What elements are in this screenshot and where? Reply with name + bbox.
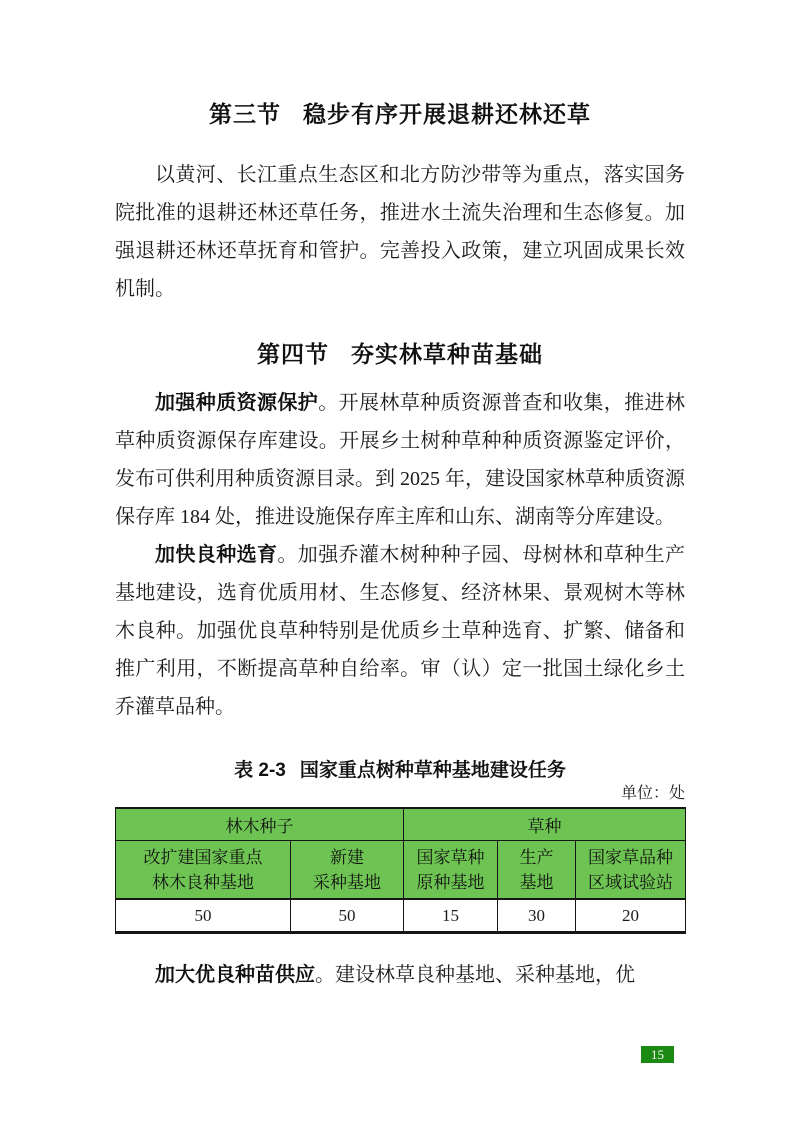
column-header [576,841,686,900]
group-header-grass-seeds: 草种 [404,808,686,841]
column-header [498,841,576,900]
section-3-number: 第三节 [209,101,281,127]
column-header-line: 原种基地 [416,872,485,892]
paragraph-text: 以黄河、长江重点生态区和北方防沙带等为重点，落实国务院批准的退耕还林还草任务，推进水土流失治理和生态修复。加强退耕还林还草抚育和管护。完善投入政策，建立巩固成果长效机制。 [115,164,685,300]
paragraph-breeding [115,536,685,726]
paragraph-text: 。建设林草良种基地、采种基地，优 [315,964,635,986]
paragraph-text: 。加强乔灌木树种种子园、母树林和草种生产基地建设，选育优质用材、生态修复、经济林果、景观树木等林木良种。加强优良草种特别是优质乡土草种选育、扩繁、储备和推广利用，不断提高草种自给率。审（认）定一批国土绿化乡土乔灌草品种。 [115,544,686,718]
column-header [404,841,498,900]
text-column [115,0,685,994]
paragraph-text: 。开展林草种质资源普查和收集，推进林草种质资源保存库建设。开展乡土树种草种种质资源鉴定评价，发布可供利用种质资源目录。到 2025 年，建设国家林草种质资源保存库 184 处，推进设施保存库主库和山东、湖南等分库建设。 [115,392,686,528]
column-header-line: 国家草种 [416,847,485,867]
table-column-header-row [116,841,686,900]
paragraph-lead: 加快良种选育 [155,544,278,566]
section-3-title: 稳步有序开展退耕还林还草 [303,101,591,127]
column-header [291,841,404,900]
column-header-line: 国家草品种 [588,847,674,867]
table-cell-value: 50 [116,899,291,933]
paragraph-seedling-supply [115,956,685,994]
table-caption-title: 国家重点树种草种基地建设任务 [299,760,566,781]
column-header-line: 基地 [519,872,554,892]
column-header [116,841,291,900]
group-header-tree-seeds: 林木种子 [116,808,404,841]
paragraph-lead: 加大优良种苗供应 [155,964,315,986]
table-cell-value: 15 [404,899,498,933]
paragraph-germplasm-protection [115,384,685,536]
seed-base-table [115,807,686,934]
column-header-line: 改扩建国家重点 [143,847,263,867]
table-cell-value: 50 [291,899,404,933]
section-4-heading [115,338,685,370]
section-4-number: 第四节 [257,341,329,367]
column-header-line: 生产 [519,847,554,867]
column-header-line: 新建 [330,847,364,867]
table-cell-value: 20 [576,899,686,933]
table-data-row [116,899,686,933]
table-unit-note: 单位：处 [620,785,685,802]
paragraph-retire-farmland [115,156,685,308]
section-4-title: 夯实林草种苗基础 [351,341,543,367]
column-header-line: 区域试验站 [588,872,674,892]
table-caption [115,758,685,784]
table-cell-value: 30 [498,899,576,933]
section-3-heading [115,0,685,130]
table-caption-number: 表 2-3 [234,760,286,781]
column-header-line: 采种基地 [313,872,381,892]
column-header-line: 林木良种基地 [152,872,254,892]
page-number-badge: 15 [641,1046,674,1063]
paragraph-lead: 加强种质资源保护 [155,392,319,414]
table-group-header-row [116,808,686,841]
